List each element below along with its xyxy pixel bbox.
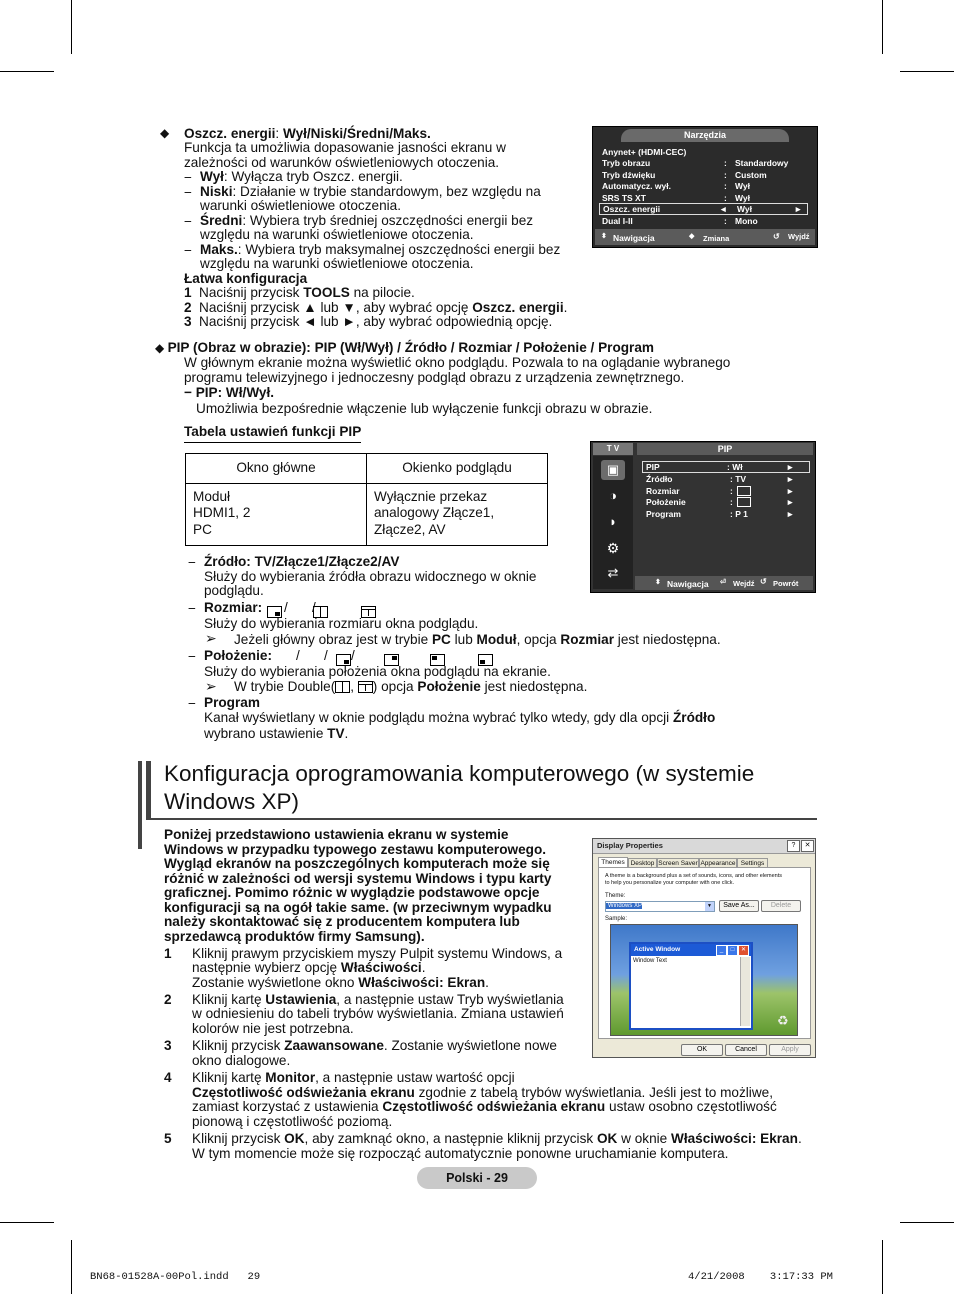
- arrow-right-icon: ►: [786, 462, 795, 472]
- pip-source-desc: podglądu.: [204, 583, 264, 598]
- close-icon: ✕: [801, 840, 814, 852]
- recycle-bin-icon: ♻: [777, 1013, 789, 1028]
- section1-desc: zależności od warunków oświetleniowych otoczenia.: [184, 155, 500, 170]
- option-off: Wył: Wyłącza tryb Oszcz. energii.: [200, 169, 403, 184]
- page-number-badge: [417, 1167, 537, 1189]
- minimize-icon: _: [716, 945, 727, 956]
- step-3-text: Kliknij przycisk Zaawansowane. Zostanie wyświetlone nowe: [192, 1038, 557, 1053]
- pip-program-desc: wybrano ustawienie TV.: [204, 726, 349, 741]
- pip-onoff-label: − PIP: Wł/Wył.: [184, 385, 275, 400]
- menu-row: Położenie : ►: [646, 497, 795, 507]
- arrow-right-icon: ►: [786, 474, 795, 484]
- dialog-desc: to help you personalize your computer with one click.: [605, 880, 735, 886]
- bullet-diamond: ◆: [160, 126, 170, 140]
- print-file-info: BN68-01528A-00Pol.indd 29: [90, 1271, 261, 1283]
- intro-text: Windows w przypadku typowego zestawu komputerowego.: [164, 842, 547, 857]
- step-number: 3: [164, 1038, 172, 1053]
- option-max-desc: względu na warunki oświetleniowe otoczenia.: [200, 256, 474, 271]
- crop-mark: [900, 1222, 954, 1223]
- leftright-icon: ◆: [689, 233, 695, 240]
- intro-text: Poniżej przedstawiono ustawienia ekranu w systemie: [164, 827, 509, 842]
- step-1-text: Zostanie wyświetlone okno Właściwości: Ekran.: [192, 975, 489, 990]
- crop-mark: [71, 0, 72, 54]
- size-small-icon: [737, 486, 751, 496]
- setup-icon: ⚙: [606, 540, 620, 556]
- section2-title: ◆ PIP (Obraz w obrazie): PIP (Wł/Wył) / Źródło / Rozmiar / Położenie / Program: [155, 340, 654, 355]
- easy-step-3: Naciśnij przycisk ◄ lub ►, aby wybrać odpowiednią opcję.: [199, 314, 553, 329]
- page-heading: Windows XP): [164, 789, 300, 814]
- display-properties-screenshot: [592, 838, 816, 1058]
- table-header: Okienko podglądu: [402, 460, 512, 475]
- crop-mark: [900, 71, 954, 72]
- intro-text: różnić w zależności od wersji systemu Windows i typu karty: [164, 871, 552, 886]
- dash: −: [184, 243, 192, 258]
- apply-button: Apply: [769, 1044, 811, 1056]
- tools-menu-footer: ⬍ Nawigacja ◆ Zmiana ↺ Wyjdź: [595, 229, 815, 245]
- arrow-right-icon: ►: [786, 497, 795, 507]
- scrollbar-sample: [740, 957, 750, 1026]
- pip-size-note: Jeżeli główny obraz jest w trybie PC lub Moduł, opcja Rozmiar jest niedostępna.: [234, 632, 721, 647]
- maximize-icon: □: [727, 945, 738, 956]
- menu-row: Dual I-II : Mono: [602, 216, 758, 226]
- active-window-titlebar: Active Window _ □ ✕: [631, 944, 751, 956]
- ok-button: OK: [681, 1044, 723, 1056]
- option-low: Niski: Działanie w trybie standardowym, bez względu na: [200, 184, 541, 199]
- dialog-tab-desktop: Desktop: [628, 858, 657, 869]
- slash: /: [312, 600, 316, 615]
- dash: −: [188, 601, 196, 616]
- tools-menu-screenshot: [592, 126, 818, 248]
- pip-position-note: W trybie Double( , ) opcja Położenie jest niedostępna.: [234, 679, 588, 694]
- table-cell: analogowy Złącze1,: [374, 505, 495, 520]
- updown-icon: ⬍: [601, 233, 607, 240]
- sample-preview: [610, 924, 798, 1036]
- dialog-panel: [598, 867, 811, 1039]
- page-number: Polski - 29: [446, 1171, 508, 1185]
- slash: /: [351, 648, 355, 663]
- pip-position-label: Położenie:: [204, 648, 272, 663]
- table-divider: [186, 483, 547, 484]
- step-3-text: okno dialogowe.: [192, 1053, 291, 1068]
- dialog-tab-appearance: Appearance: [700, 860, 736, 867]
- crop-mark: [882, 1240, 883, 1294]
- easy-step-2: Naciśnij przycisk ▲ lub ▼, aby wybrać opcję Oszcz. energii.: [199, 300, 568, 315]
- option-medium: Średni: Wybiera tryb średniej oszczędności energii bez: [200, 213, 534, 228]
- cancel-button: Cancel: [725, 1044, 767, 1056]
- dialog-titlebar: [593, 839, 815, 854]
- tools-menu-header: Narzędzia: [621, 129, 789, 142]
- intro-text: konfiguracji są na ogół takie same. (w przeciwnym wypadku: [164, 900, 552, 915]
- pip-menu-screenshot: [590, 441, 816, 593]
- sound-icon: ◑: [609, 488, 617, 503]
- active-window-sample: [629, 942, 753, 1030]
- step-2-text: Kliknij kartę Ustawienia, a następnie ustaw Tryb wyświetlania: [192, 992, 564, 1007]
- step-4-text: zamiast korzystać z ustawienia Częstotliwość odświeżania ekranu ustaw osobno częstotliwość: [192, 1099, 777, 1114]
- step-1-text: następnie wybierz opcję Właściwości.: [192, 960, 426, 975]
- channel-icon: ◗: [609, 514, 617, 529]
- return-icon: ↺: [760, 577, 767, 586]
- pip-table-title: Tabela ustawień funkcji PIP: [184, 425, 361, 443]
- table-cell: PC: [193, 522, 212, 537]
- crop-mark: [0, 1222, 54, 1223]
- menu-row: Źródło : TV ►: [646, 474, 795, 484]
- slash: /: [296, 648, 300, 663]
- pip-table: [185, 453, 548, 546]
- dialog-tab-themes: Themes: [598, 857, 628, 868]
- table-cell: Wyłącznie przekaz: [374, 489, 488, 504]
- option-medium-desc: względu na warunki oświetleniowe otoczenia.: [200, 227, 474, 242]
- step-number: 3: [184, 314, 192, 329]
- menu-row: SRS TS XT : Wył: [602, 193, 750, 203]
- menu-row-selected: PIP : Wł ►: [642, 461, 810, 473]
- step-number: 5: [164, 1131, 172, 1146]
- crop-mark: [0, 71, 54, 72]
- step-2-text: w odniesieniu do tabeli trybów wyświetlania. Zmiana ustawień: [192, 1006, 564, 1021]
- note-arrow-icon: ➢: [205, 678, 217, 694]
- table-cell: Moduł: [193, 489, 231, 504]
- note-arrow-icon: ➢: [205, 630, 217, 646]
- dialog-tab-settings: Settings: [737, 858, 768, 869]
- table-cell: HDMI1, 2: [193, 505, 251, 520]
- step-5-text: W tym momencie może się rozpocząć automatycznie ponowne uruchamianie komputera.: [192, 1146, 729, 1161]
- arrow-right-icon: ►: [786, 509, 795, 519]
- easy-step-1: Naciśnij przycisk TOOLS na pilocie.: [199, 285, 415, 300]
- step-number: 4: [164, 1070, 172, 1085]
- slash: /: [284, 600, 288, 615]
- dash: −: [184, 214, 192, 229]
- step-number: 2: [164, 992, 172, 1007]
- updown-icon: ⬍: [655, 579, 661, 586]
- pip-position-desc: Służy do wybierania położenia okna podglądu na ekranie.: [204, 664, 551, 679]
- pip-source-desc: Służy do wybierania źródła obrazu widocznego w oknie: [204, 569, 537, 584]
- dash: −: [188, 696, 196, 711]
- menu-row: Program : P 1 ►: [646, 509, 795, 519]
- dialog-title: Display Properties: [597, 841, 663, 850]
- dash: −: [184, 185, 192, 200]
- dialog-tab-screensaver: Screen Saver: [658, 860, 698, 867]
- dash: −: [184, 170, 192, 185]
- theme-label: Theme:: [605, 893, 626, 899]
- slash: /: [324, 648, 328, 663]
- pip-program-label: Program: [204, 695, 260, 710]
- step-4-text: Częstotliwość odświeżania ekranu zgodnie z tabelą trybów wyświetlania. Jeśli jest to możliwe,: [192, 1085, 773, 1100]
- menu-row: Rozmiar : ►: [646, 486, 795, 496]
- dash: −: [188, 555, 196, 570]
- enter-icon: ⏎: [720, 579, 726, 586]
- table-cell: Złącze2, AV: [374, 522, 446, 537]
- step-4-text: pionową i częstotliwość poziomą.: [192, 1114, 393, 1129]
- help-icon: ?: [787, 840, 800, 852]
- section1-title: Oszcz. energii: Wył/Niski/Średni/Maks.: [184, 126, 431, 141]
- crop-mark: [882, 0, 883, 54]
- intro-text: należy skontaktować się z producentem komputera lub: [164, 914, 520, 929]
- section1-desc: Funkcja ta umożliwia dopasowanie jasności ekranu w: [184, 140, 506, 155]
- delete-button: Delete: [761, 900, 801, 912]
- menu-row: Anynet+ (HDMI-CEC): [602, 147, 687, 157]
- pip-menu-tab: T V: [593, 443, 633, 455]
- double-mode-icon: [335, 681, 350, 693]
- chevron-down-icon: ▼: [705, 902, 714, 911]
- section2-desc: W głównym ekranie można wyświetlić okno podglądu. Pozwala to na oglądanie wybranego: [184, 355, 731, 370]
- pip-menu-header: PIP: [637, 443, 813, 455]
- theme-select: Windows XP ▼: [605, 901, 715, 912]
- option-low-desc: warunki oświetleniowe otoczenia.: [200, 198, 401, 213]
- menu-row: Tryb dźwięku : Custom: [602, 170, 767, 180]
- input-icon: ⇄: [607, 565, 619, 580]
- picture-icon: ▣: [601, 460, 625, 480]
- pip-program-desc: Kanał wyświetlany w oknie podglądu można wybrać tylko wtedy, gdy dla opcji Źródło: [204, 710, 716, 725]
- menu-row: Automatycz. wył. : Wył: [602, 181, 750, 191]
- step-1-text: Kliknij prawym przyciskiem myszy Pulpit systemu Windows, a: [192, 946, 563, 961]
- step-number: 2: [184, 300, 192, 315]
- step-number: 1: [164, 946, 172, 961]
- table-header: Okno główne: [236, 460, 316, 475]
- heading-bar: [138, 761, 142, 849]
- pip-onoff-desc: Umożliwia bezpośrednie włączenie lub wyłączenie funkcji obrazu w obrazie.: [196, 401, 653, 416]
- window-text-sample: Window Text: [633, 958, 667, 964]
- section2-desc: programu telewizyjnego i jednoczesny podgląd obrazu z urządzenia zewnętrznego.: [184, 370, 685, 385]
- easy-setup-title: Łatwa konfiguracja: [184, 271, 308, 286]
- dash: −: [188, 649, 196, 664]
- menu-row-selected: Oszcz. energii ◄ Wył ►: [599, 203, 808, 215]
- save-as-button: Save As...: [719, 900, 759, 912]
- double-mode-alt-icon: [358, 681, 373, 693]
- position-icon: [737, 497, 751, 507]
- intro-text: sprzedawcą produktów firmy Samsung).: [164, 929, 425, 944]
- heading-underline: [151, 818, 817, 820]
- intro-text: graficznej. Pomimo różnic w wyglądzie podstawowe opcje: [164, 885, 540, 900]
- menu-row: Tryb obrazu : Standardowy: [602, 158, 789, 168]
- pip-size-label: Rozmiar:: [204, 600, 263, 615]
- return-icon: ↺: [773, 232, 780, 241]
- arrow-right-icon: ►: [786, 486, 795, 496]
- arrow-right-icon: ►: [794, 204, 803, 214]
- step-4-text: Kliknij kartę Monitor, a następnie ustaw wartość opcji: [192, 1070, 515, 1085]
- dialog-desc: A theme is a background plus a set of sounds, icons, and other elements: [605, 873, 783, 879]
- crop-mark: [71, 1240, 72, 1294]
- pip-source-label: Źródło: TV/Złącze1/Złącze2/AV: [204, 554, 400, 569]
- heading-bar: [146, 761, 151, 820]
- page-heading: Konfiguracja oprogramowania komputerowego (w systemie: [164, 761, 755, 786]
- sample-label: Sample:: [605, 916, 628, 922]
- intro-text: Wygląd ekranów na poszczególnych komputerach może się: [164, 856, 550, 871]
- step-5-text: Kliknij przycisk OK, aby zamknąć okno, a następnie kliknij przycisk OK w oknie Właściwości: Ekran.: [192, 1131, 802, 1146]
- pip-size-desc: Służy do wybierania rozmiaru okna podglądu.: [204, 616, 479, 631]
- pip-menu-footer: ⬍ Nawigacja ⏎ Wejdź ↺ Powrót: [635, 576, 813, 590]
- step-number: 1: [184, 285, 192, 300]
- print-date-info: 4/21/2008 3:17:33 PM: [688, 1271, 833, 1283]
- option-max: Maks.: Wybiera tryb maksymalnej oszczędności energii bez: [200, 242, 561, 257]
- bullet-diamond: ◆: [155, 341, 168, 355]
- close-icon: ✕: [738, 945, 749, 956]
- step-2-text: kolorów nie jest potrzebna.: [192, 1021, 354, 1036]
